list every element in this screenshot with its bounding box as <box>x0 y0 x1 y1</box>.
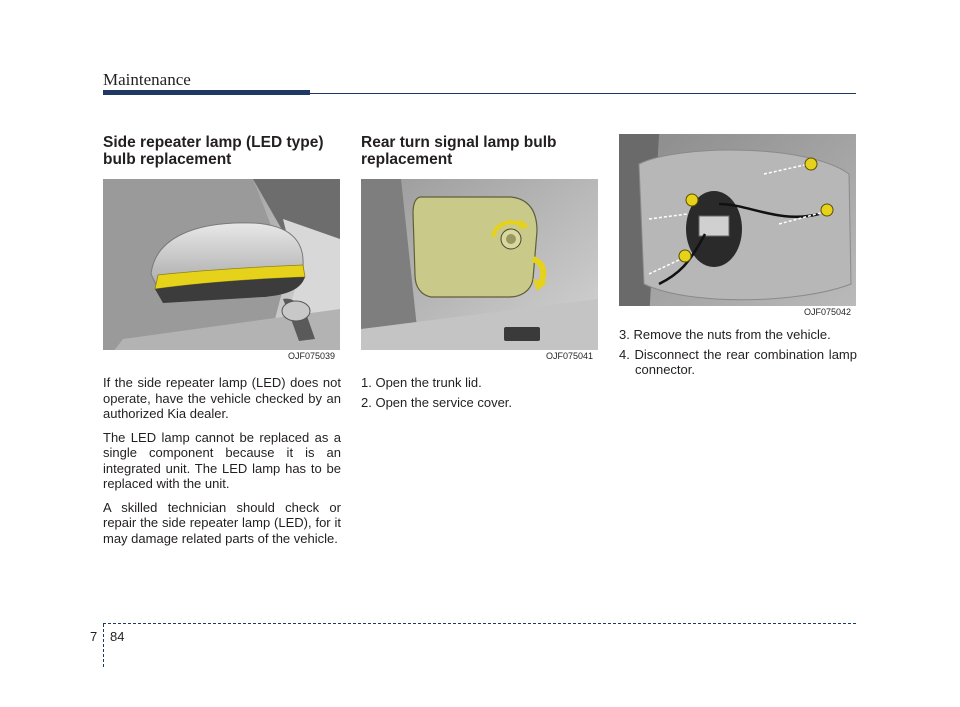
chapter-number: 7 <box>90 629 98 644</box>
step-item: 2. Open the service cover. <box>361 394 513 410</box>
side-mirror-illustration <box>103 179 340 365</box>
header-rule-thin <box>310 93 856 94</box>
paragraph: The LED lamp cannot be replaced as a single component because it is an integrated unit. The LED lamp has to be replaced with the unit. <box>103 429 341 491</box>
figure-lamp-nuts <box>619 134 856 321</box>
service-cover-illustration <box>361 179 598 365</box>
footer-divider <box>103 624 104 667</box>
section-heading-rear-turn-signal: Rear turn signal lamp bulb replacement <box>361 134 557 168</box>
figure-code: OJF075042 <box>803 307 851 317</box>
column-remove-nuts <box>619 134 857 382</box>
step-item: 3. Remove the nuts from the vehicle. <box>619 327 831 342</box>
paragraph: If the side repeater lamp (LED) does not operate, have the vehicle checked by an authorized Kia dealer. <box>103 375 341 421</box>
page-number: 84 <box>110 629 125 644</box>
figure-code: OJF075041 <box>545 351 593 361</box>
column-rear-turn-signal <box>361 134 599 414</box>
lamp-nuts-illustration <box>619 134 856 321</box>
footer-rule <box>103 623 856 624</box>
figure-code: OJF075039 <box>287 351 335 361</box>
column-side-repeater <box>103 134 341 554</box>
section-heading-side-repeater: Side repeater lamp (LED type) bulb replacement <box>103 134 324 168</box>
header-rule <box>103 90 310 95</box>
step-item: 1. Open the trunk lid. <box>361 375 482 390</box>
page-header-title: Maintenance <box>103 70 191 89</box>
step-item: 4. Disconnect the rear combination lamp connector. <box>619 346 857 377</box>
figure-side-mirror <box>103 179 340 365</box>
paragraph: A skilled technician should check or repair the side repeater lamp (LED), for it may damage related parts of the vehicle. <box>103 499 341 546</box>
figure-service-cover <box>361 179 598 365</box>
